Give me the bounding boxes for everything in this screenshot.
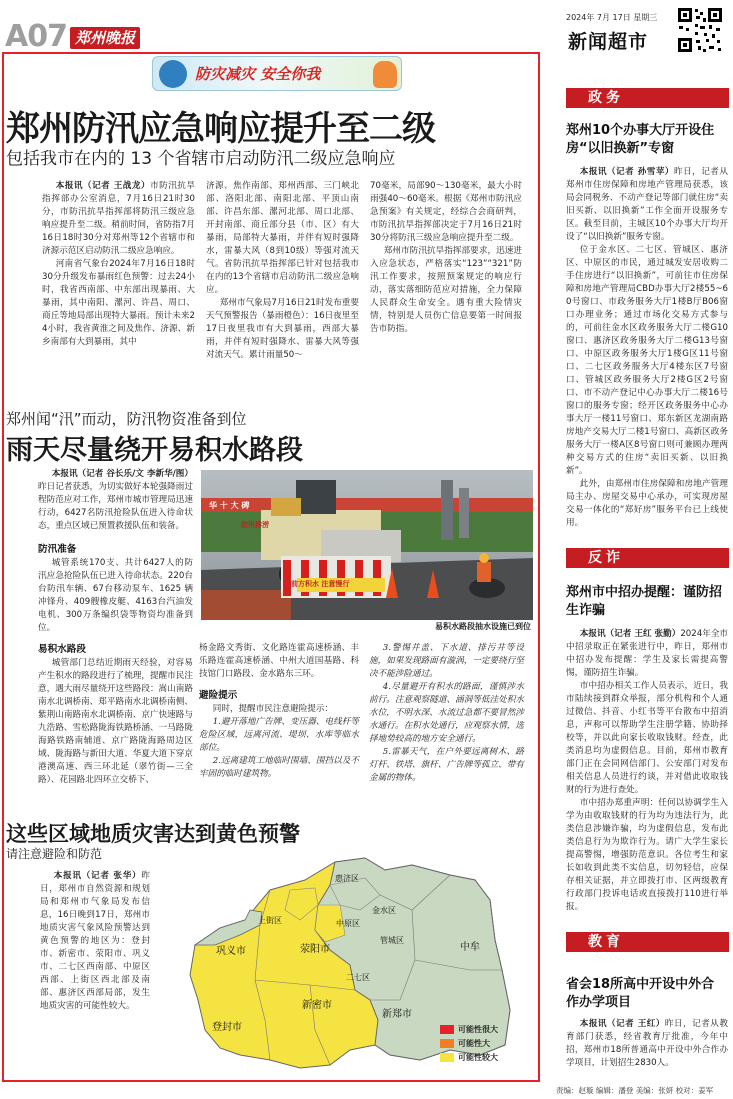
section-bar-education [566, 932, 729, 952]
politics-p1: 昨日，记者从郑州市住房保障和房地产管理局获悉，该局会同税务、不动产登记等部门就住房“卖旧买新、以旧换新”工作全面开设服务专区。截至目前，主城区10个办事大厅均开设了“以旧换新”服务专窗。 [566, 167, 728, 242]
tip-3: 3.警惕井盖、下水道、排污井等设施，如果发现路面有漩涡，一定要绕行坚决不能涉险通过。 [369, 643, 524, 679]
story2-col-left [38, 468, 193, 787]
section-tab-politics: 政务 [574, 88, 638, 108]
politics-headline: 郑州10个办事大厅开设住房“以旧换新”专窗 [566, 123, 715, 156]
map-label-huiji: 惠济区 [335, 874, 359, 883]
qr-code-icon [676, 6, 724, 54]
section-tab-antifraud: 反诈 [574, 548, 638, 568]
map-label-xinzheng: 新郑市 [382, 1009, 412, 1020]
footer-credits: 责编：赵璇 编辑：潘登 美编：张妍 校对：姜军 [556, 1086, 714, 1095]
subhead-waterlog: 易积水路段 [38, 644, 86, 655]
story3-body [40, 870, 150, 1013]
map-label-erqi: 二七区 [346, 973, 370, 982]
education-headline: 省会18所高中开设中外合作办学项目 [566, 977, 715, 1010]
story2-col-mid [199, 642, 359, 781]
antifraud-p1: 2024年全市中招录取正在紧张进行中，昨日，郑州市中招办发布提醒：学生及家长需提高警惕，谨防招生诈骗。 [566, 629, 729, 678]
story3-subhead: 请注意避险和防范 [6, 847, 103, 861]
story3-headline: 这些区域地质灾害达到黄色预警 [6, 821, 300, 846]
page-number: A07 [5, 19, 67, 54]
story1-headline: 郑州防汛应急响应提升至二级 [6, 109, 435, 149]
story1-col3-p1: 70毫米，局部90～130毫米，最大小时雨强40～60毫米。根据《郑州市防汛应急预案》有关规定，经综合会商研判，市防汛抗旱指挥部决定于7月16日21时30分将防汛三级应急响应提升至二级。 [370, 181, 522, 243]
story2-col-right [369, 642, 524, 785]
story1-col3 [370, 180, 522, 336]
map-label-xingyang: 荥阳市 [300, 944, 330, 955]
mascot-icon [373, 61, 397, 88]
story2-kicker: 郑州闻“汛”而动，防汛物资准备到位 [6, 410, 247, 428]
section-bar-politics [566, 88, 729, 108]
story3-text: 昨日，郑州市自然资源和规划局和郑州市气象局发布信息，16日晚到17日，郑州市地质灾害气象风险预警达到黄色预警的地区为：登封市、新密市、荥阳市、巩义市、二七区西南部、中原区西部、上街区西北部及南部、惠济区西部局部，发生地质灾害的可能性较大。 [40, 871, 150, 1011]
story2-byline: 本报讯（记者 谷长乐/文 李新华/图） [51, 469, 193, 479]
tip-1: 1.避开落地广告牌、变压器、电线杆等危险区域，远离河流、堤坝、水库等临水部位。 [199, 717, 359, 753]
education-body [566, 1018, 728, 1070]
map-label-zhongmou: 中牟 [460, 942, 480, 953]
photo-caption: 易积水路段抽水设施已到位 [435, 622, 531, 631]
section-name: 新闻超市 [568, 31, 649, 53]
politics-p3: 此外，由郑州市住房保障和房地产管理局主办、房屋交易中心承办，可实现房屋交易一体化的“郑好房”服务平台已上线使用。 [566, 479, 728, 528]
story1-col2 [206, 180, 359, 362]
story1-col3-p2: 郑州市防汛抗旱指挥部要求，迅速进入应急状态，严格落实“123”“321”防汛工作要求，按照预案规定的响应行动，落实落细防范应对措施，全力保障人民群众生命安全。遇有重大险情灾情，特别是人员伤亡信息要第一时间报告市防指。 [370, 246, 522, 334]
photo-billboard-text: 华 十 大 碑 [209, 501, 250, 510]
map-label-guancheng: 管城区 [380, 936, 404, 945]
banner-slogan: 防灾减灾 安全你我 [195, 65, 321, 83]
map-label-dengfeng: 登封市 [212, 1022, 242, 1033]
subhead-tips: 避险提示 [199, 690, 238, 701]
map-legend [440, 1024, 530, 1066]
politics-byline: 本报讯（记者 孙雪苹） [579, 167, 674, 177]
tip-5: 5.雷暴天气，在户外要远离树木、路灯杆、铁塔、旗杆、广告牌等孤立、带有金属的物体。 [369, 747, 524, 783]
antifraud-byline: 本报讯（记者 王红 张勤） [579, 629, 681, 639]
politics-body [566, 166, 728, 530]
photo-barrier-sign: 前方积水 注意慢行 [291, 580, 350, 588]
education-byline: 本报讯（记者 王红） [579, 1019, 665, 1029]
safety-banner [152, 56, 402, 91]
story1-subhead: 包括我市在内的 13 个省辖市启动防汛二级应急响应 [6, 149, 396, 169]
section-tab-education: 教育 [574, 932, 638, 952]
shield-icon [159, 60, 187, 88]
legend-label-mid: 可能性大 [458, 1039, 490, 1048]
waterlog-text: 城管部门总结近期雨天经验，对容易产生积水的路段进行了梳理，提醒市民注意，遇大雨尽量绕开这些路段：嵩山南路南水北调桥南、郑平路南水北调桥南侧、紫荆山南路南水北调桥南、京广快速路与九浩路、雪松路陇海铁路桥涵、一马路陇海路铁路南辅道、京广路陇海路周边区域、陇海路与新田大道、华夏大道下穿京港澳高速、西三环北延（翠竹街—三全路）、花园路北四环立交桥下、 [38, 658, 193, 785]
map-label-xinmi: 新密市 [302, 1000, 332, 1011]
tips-intro: 同时，提醒市民注意避险提示： [212, 704, 334, 714]
antifraud-p3: 市中招办郑重声明：任何以协调学生入学为由收取钱财的行为均为违法行为，此类信息涉嫌诈骗，均为虚假信息，发布此类信息行为为欺诈行为。请广大学生家长提高警惕，增强防范意识。各位考生和家长如收到此类不实信息，切勿轻信，应保存相关证据，并立即拨打市、区两级教育行政部门投诉电话或直接拨打110进行举报。 [566, 798, 728, 912]
legend-item-high [440, 1024, 530, 1038]
legend-item-low [440, 1052, 530, 1066]
story1-col1-p2: 河南省气象台2024年7月16日18时30分升级发布暴雨红色预警：过去24小时，我省西南部、中东部出现暴雨、大暴雨，其中南阳、漯河、许昌、周口、商丘等地局部出现特大暴雨。预计未来24小时，我省黄淮之间及焦作、济源、新乡南部有大到暴雨，其中 [42, 259, 195, 347]
waterlog-text-cont: 杨金路文秀街、文化路连霍高速桥涵、丰乐路连霍高速桥涵、中州大道国基路、科技馆门口路段、金水路东三环。 [199, 643, 359, 679]
legend-swatch-low [440, 1053, 454, 1062]
map-label-jinshui: 金水区 [372, 906, 396, 915]
education-p1: 昨日，记者从教育部门获悉，经省教育厅批准，今年中招，郑州市18所普通高中开设中外合作办学项目，计划招生2830人。 [566, 1019, 728, 1068]
map-label-zhongyuan: 中原区 [336, 919, 360, 928]
warning-map [150, 850, 530, 1076]
antifraud-headline: 郑州市中招办提醒：谨防招生诈骗 [566, 585, 723, 618]
story1-col1-p1: 市防汛抗旱指挥部办公室消息，7月16日21时30分，市防汛抗旱指挥部将防汛三级应急响应提升至二级。稍前时间，省防指7月16日18时30分对郑州等12个省辖市和济源示范区启动防汛二级应急响应。 [42, 181, 195, 256]
legend-label-high: 可能性很大 [458, 1025, 498, 1034]
story2-headline: 雨天尽量绕开易积水路段 [6, 435, 303, 466]
tip-4: 4.尽量避开有积水的路面，谨慎涉水前行。注意观察隧道、涵洞等低洼处积水水位，不明水深、水流过急都不要冒然涉水通行。在积水处通行，应观察水情，选择地势较高的地方安全通行。 [369, 682, 524, 744]
legend-item-mid [440, 1038, 530, 1052]
legend-label-low: 可能性较大 [458, 1053, 498, 1062]
legend-swatch-mid [440, 1039, 454, 1048]
section-bar-antifraud [566, 548, 729, 568]
subhead-prep: 防汛准备 [38, 544, 77, 555]
story3-byline: 本报讯（记者 张华） [53, 871, 142, 881]
politics-p2: 位于金水区、二七区、管城区、惠济区、中原区的市民，通过城发安居收购二手住房进行“以旧换新”，可前往市住房保障和房地产管理局CBD办事大厅2楼55~60号窗口、市政务服务大厅1楼B厅B06窗口办理业务；通过市场化交易方式参与的，可前往金水区政务服务大厅二楼G10窗口、惠济区政务服务大厅二楼G13号窗口、中原区政务服务大厅1楼G区11号窗口、二七区政务服务大厅4楼东区7号窗口、管城区政务服务大厅2楼G区2号窗口、市不动产登记中心办事大厅二楼16号窗口的服务专窗；经开区政务服务中心办事大厅一楼11号窗口、郑东新区龙湖南路房地产交易大厅二楼1号窗口、高新区政务服务大厅一楼A区8号窗口则可兼顾办理两种交易方式的住房“卖旧买新、以旧换新”。 [566, 245, 728, 476]
tip-2: 2.远离建筑工地临时围墙、围挡以及不牢固的临时建筑物。 [199, 756, 359, 779]
antifraud-body [566, 628, 728, 914]
story1-col1 [42, 180, 195, 349]
map-label-gongyi: 巩义市 [216, 946, 246, 957]
prep-text: 城管系统170支、共计6427人的防汛应急抢险队伍已进入待命状态。220台台防汛车辆、67台移动泵车、1625 辆冲锋舟、409艘橡皮艇、4163台汽油发电机、300万条编织袋等物资均准备到位。 [38, 558, 193, 633]
story1-byline: 本报讯（记者 王战龙） [55, 181, 151, 191]
paper-name: 郑州晚报 [74, 29, 135, 47]
masthead-date: 2024年 7月 17日 星期三 [566, 13, 658, 22]
pump-truck-photo [201, 470, 533, 620]
paper-logo [70, 27, 140, 49]
story1-col2-p1: 济源、焦作南部、郑州西部、三门峡北部、洛阳北部、南阳北部、平顶山南部、许昌东部、漯河北部、周口北部、开封南部、商丘部分县（市、区）有大暴雨，局部特大暴雨，并伴有短时强降水，雷暴大风（8到10级）等强对流天气。省防汛抗旱指挥部已针对包括我市在内的13个省辖市启动防汛二级应急响应。 [206, 181, 359, 295]
legend-swatch-high [440, 1025, 454, 1034]
story1-col2-p2: 郑州市气象局7月16日21时发布重要天气预警报告（暴雨橙色）：16日夜里至17日夜里我市有大到暴雨，西部大暴雨，并伴有短时强降水、雷暴大风等强对流天气。累计雨量50～ [206, 298, 359, 360]
map-label-shangjie: 上街区 [258, 916, 282, 925]
photo-truck-sign: 防汛排涝 [241, 521, 269, 529]
antifraud-p2: 市中招办相关工作人员表示，近日，我市陆续接到群众举报，部分机构和个人通过微信、抖音、小红书等平台散布中招消息，声称可以帮助学生注册学籍、协助择校等，并以此向家长收取钱财。经查，此类消息均为虚假信息。目前，郑州市教育部门正在会同网信部门、公安部门对发布相关信息人员进行约谈，并对借此收取钱财的行为进行查处。 [566, 681, 728, 795]
story2-lead: 昨日记者获悉，为切实做好本轮强降雨过程防范应对工作，郑州市城市管理局迅速行动，6427名防汛抢险队伍进入待命状态，重点区域已预置救援队伍和装备。 [38, 482, 193, 531]
